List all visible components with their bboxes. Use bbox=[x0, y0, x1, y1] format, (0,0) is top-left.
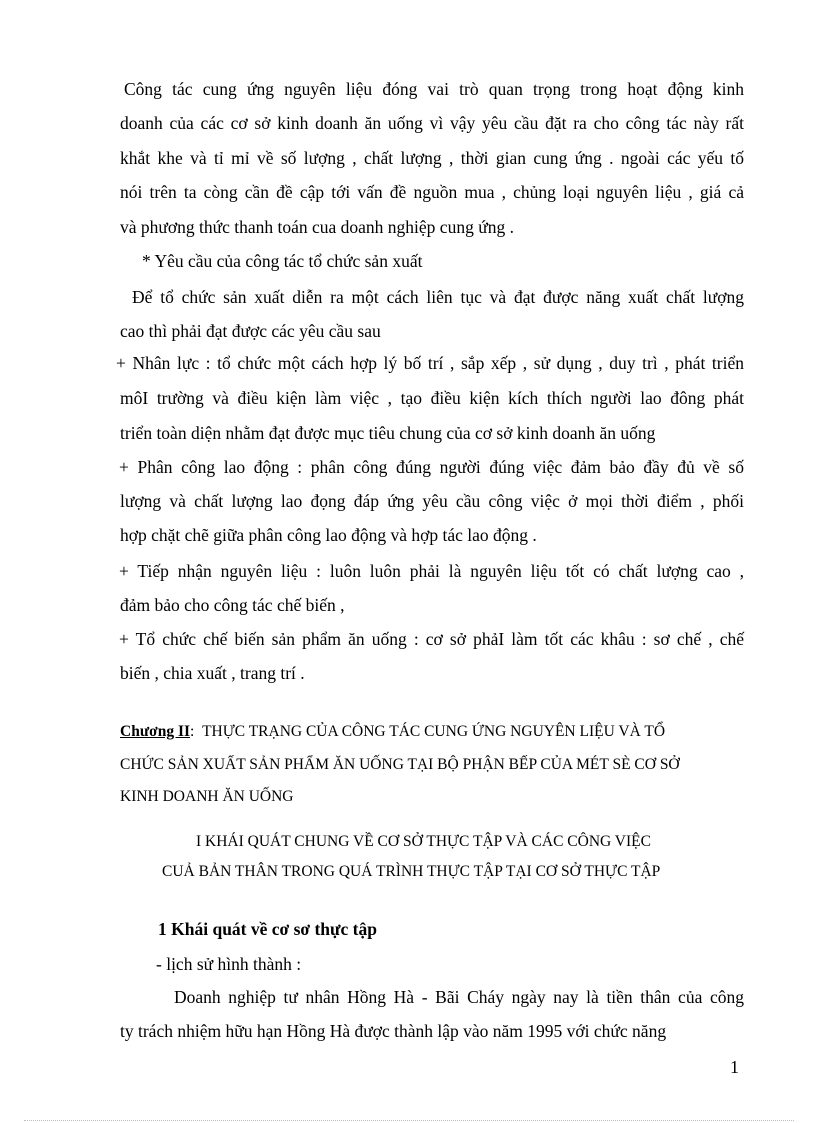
paragraph-line: và phương thức thanh toán cua doanh nghiệp cung ứng . bbox=[120, 217, 514, 237]
bullet-line: + Nhân lực : tổ chức một cách hợp lý bố trí , sắp xếp , sử dụng , duy trì , phát triển bbox=[116, 353, 744, 373]
paragraph-line: Công tác cung ứng nguyên liệu đóng vai trò quan trọng trong hoạt động kinh bbox=[124, 79, 744, 99]
page-number: 1 bbox=[730, 1057, 739, 1077]
bullet-line: + Tiếp nhận nguyên liệu : luôn luôn phải là nguyên liệu tốt có chất lượng cao , bbox=[119, 561, 744, 581]
paragraph-line: khắt khe và tỉ mỉ về số lượng , chất lượng , thời gian cung ứng . ngoài các yếu tố bbox=[120, 148, 744, 168]
bullet-line: lượng và chất lượng lao đọng đáp ứng yêu cầu công việc ở mọi thời điểm , phối bbox=[120, 491, 744, 511]
section-heading-line: CUẢ BẢN THÂN TRONG QUÁ TRÌNH THỰC TẬP TẠI CƠ SỞ THỰC TẬP bbox=[162, 863, 661, 880]
subheading: * Yêu cầu của công tác tổ chức sản xuất bbox=[142, 251, 423, 271]
chapter-title-line: KINH DOANH ĂN UỐNG bbox=[120, 788, 294, 805]
paragraph-line: cao thì phải đạt được các yêu cầu sau bbox=[120, 321, 381, 341]
paragraph-line: Để tổ chức sản xuất diễn ra một cách liên tục và đạt được năng xuất chất lượng bbox=[132, 287, 744, 307]
bullet-line: triển toàn diện nhằm đạt được mục tiêu chung của cơ sở kinh doanh ăn uống bbox=[120, 423, 656, 443]
paragraph-line: nói trên ta còng cần đề cập tới vấn đề nguồn mua , chủng loại nguyên liệu , giá cả bbox=[120, 182, 744, 202]
chapter-label: Chương II bbox=[120, 723, 191, 740]
bullet-line: đảm bảo cho công tác chế biến , bbox=[120, 595, 345, 615]
paragraph-line: ty trách nhiệm hữu hạn Hồng Hà được thành lập vào năm 1995 với chức năng bbox=[120, 1021, 667, 1041]
bullet-line: + Tổ chức chế biến sản phẩm ăn uống : cơ sở phảI làm tốt các khâu : sơ chế , chế bbox=[119, 629, 744, 649]
bullet-line: môI trường và điều kiện làm việc , tạo điều kiện kích thích người lao đông phát bbox=[120, 388, 744, 408]
bullet-line: biến , chia xuất , trang trí . bbox=[120, 663, 305, 683]
chapter-title-line: CHỨC SẢN XUẤT SẢN PHẨM ĂN UỐNG TẠI BỘ PHẬN BẾP CỦA MÉT SÈ CƠ SỞ bbox=[120, 756, 680, 773]
paragraph-line: Doanh nghiệp tư nhân Hồng Hà - Bãi Cháy ngày nay là tiền thân của công bbox=[174, 987, 744, 1007]
bullet-line: + Phân công lao động : phân công đúng người đúng việc đảm bảo đầy đủ về số bbox=[119, 457, 744, 477]
chapter-heading-line bbox=[120, 722, 665, 742]
history-label: - lịch sử hình thành : bbox=[156, 954, 302, 974]
section-title: 1 Khái quát về cơ sơ thực tập bbox=[158, 919, 377, 939]
section-heading-line: I KHÁI QUÁT CHUNG VỀ CƠ SỞ THỰC TẬP VÀ CÁC CÔNG VIỆC bbox=[196, 833, 651, 850]
page-bottom-rule bbox=[24, 1120, 794, 1121]
chapter-title-line: THỰC TRẠNG CỦA CÔNG TÁC CUNG ỨNG NGUYÊN LIỆU VÀ TỔ bbox=[202, 723, 666, 740]
paragraph-line: doanh của các cơ sở kinh doanh ăn uống vì vậy yêu cầu đặt ra cho công tác này rất bbox=[120, 113, 744, 133]
bullet-line: hợp chặt chẽ giữa phân công lao động và hợp tác lao động . bbox=[120, 525, 537, 545]
chapter-colon: : bbox=[190, 723, 195, 740]
